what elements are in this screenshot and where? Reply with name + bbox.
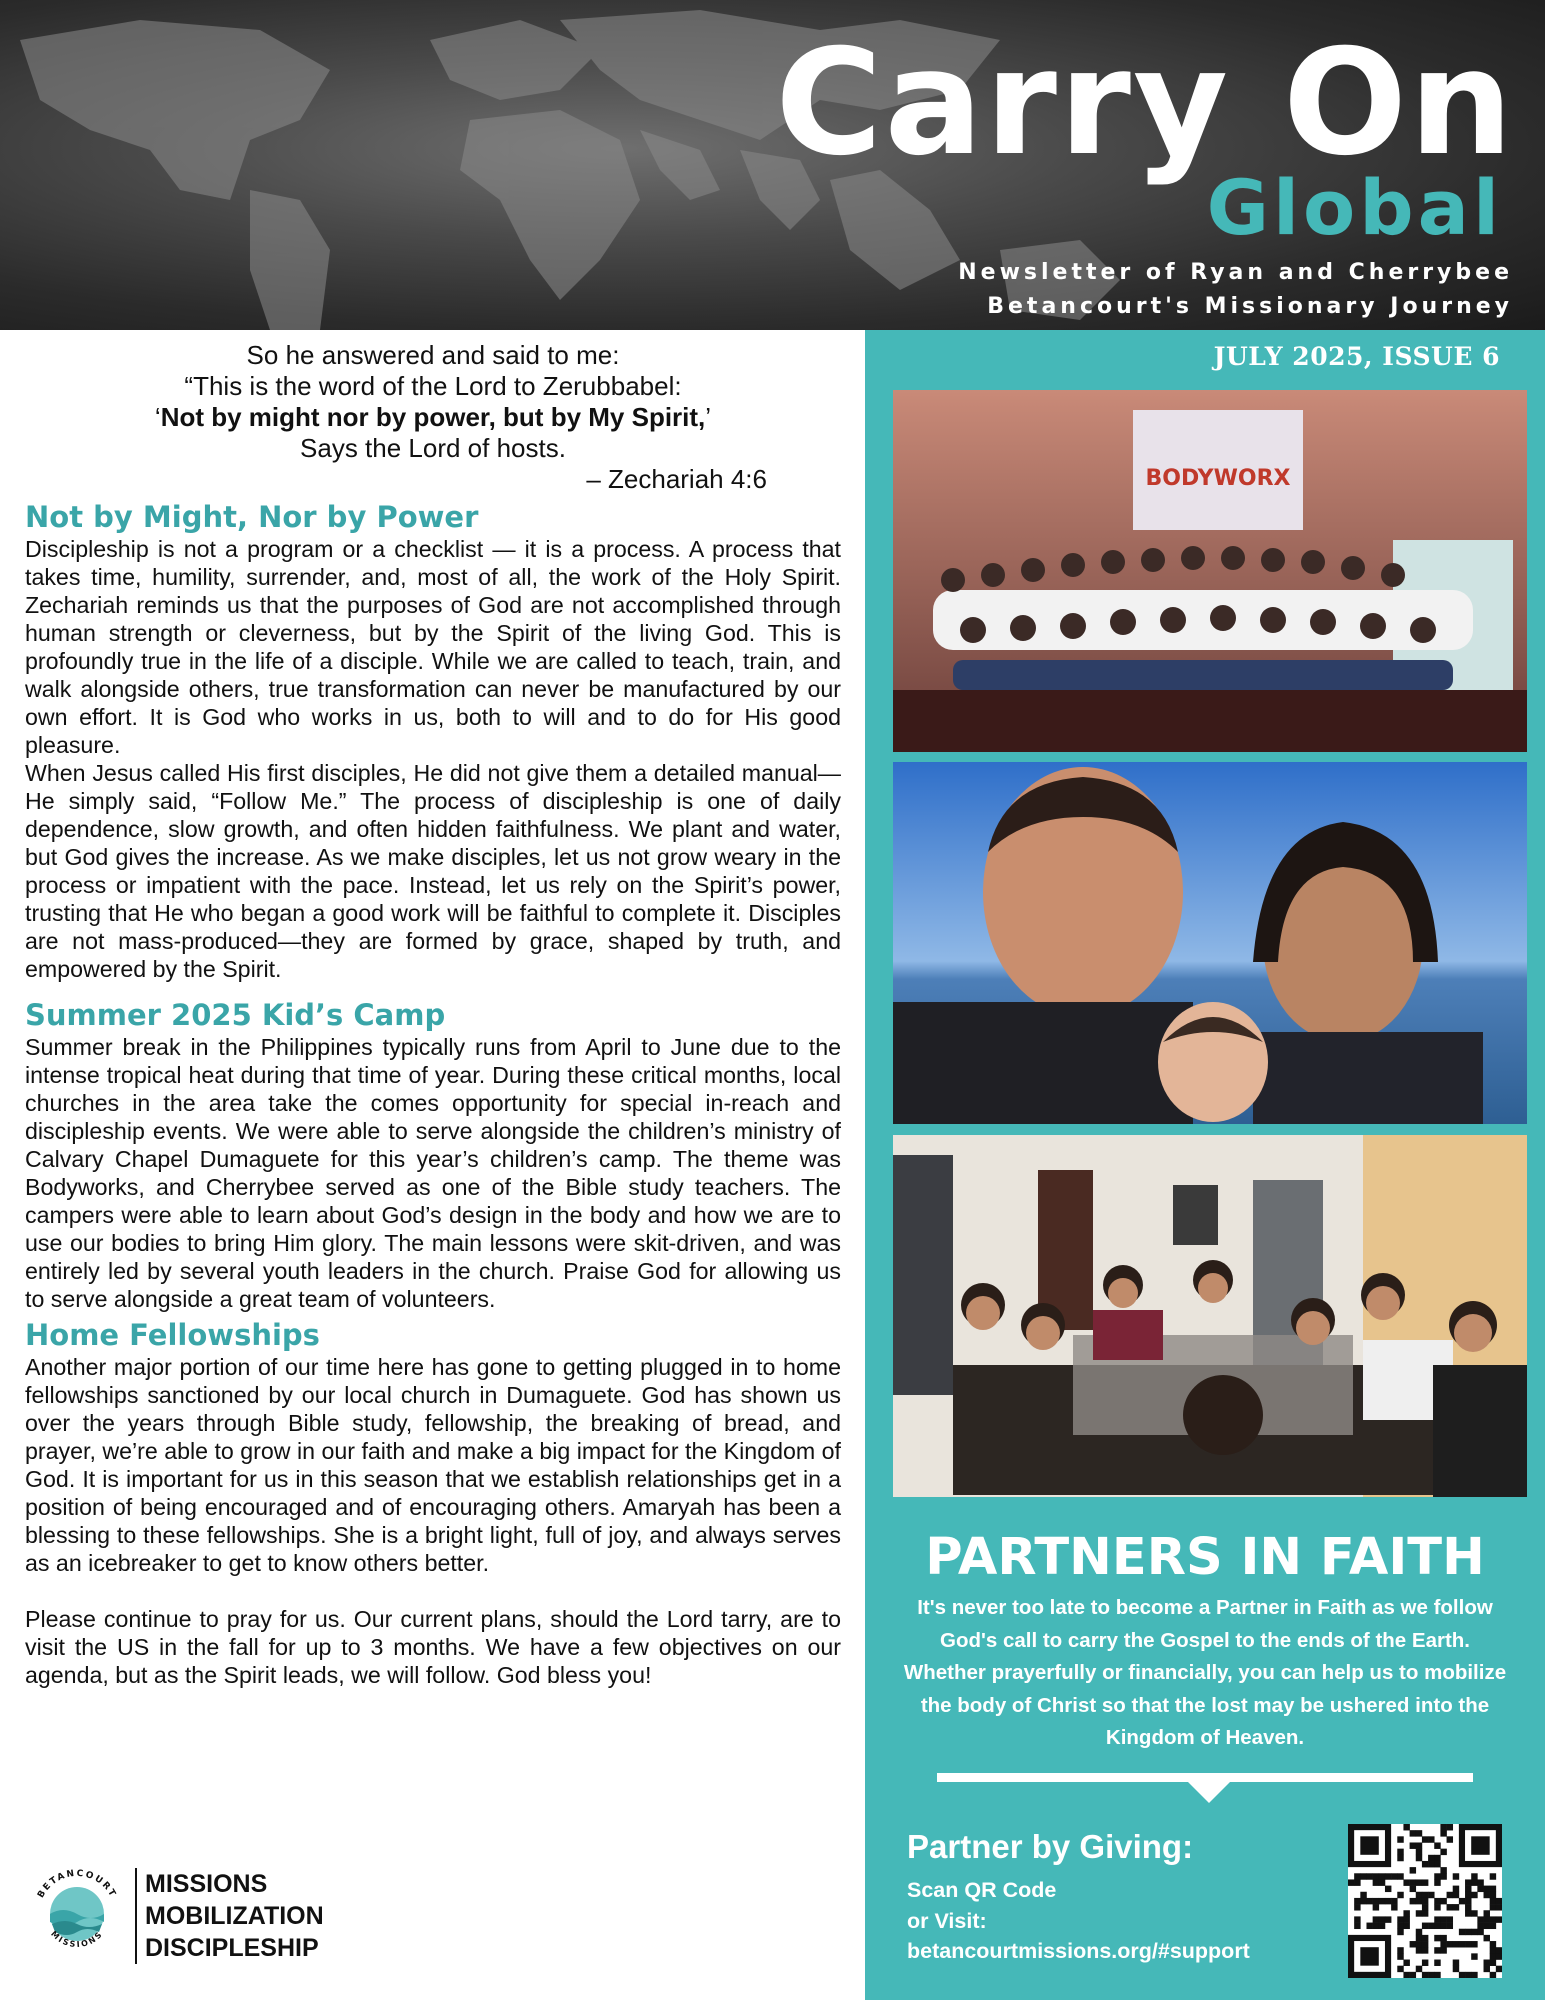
masthead [0, 0, 1545, 330]
verse-line-1: So he answered and said to me: [246, 340, 620, 370]
logo-wordmark [135, 1868, 324, 1964]
giving-url-link[interactable]: betancourtmissions.org/#support [907, 1939, 1250, 1963]
section-paragraph: When Jesus called His first disciples, He did not give them a detailed manual—He simply said, “Follow Me.” The process of discipleship is one of daily dependence, slow growth, and often hidden faithfulness. We plant and water, but God gives the increase. As we make disciples, let us not grow weary in the process or impatient with the pace. Instead, let us rely on the Spirit’s power, trusting that He who began a good work will be faithful to complete it. Disciples are not mass-produced—they are formed by grace, shaped by truth, and empowered by the Spirit. [25, 760, 841, 982]
photo-banner-text: BODYWORX [1145, 466, 1291, 491]
logo-word-missions: MISSIONS [145, 1870, 268, 1898]
verse-emphasis: Not by might nor by power, but by My Spirit, [160, 402, 706, 432]
section-kids-camp [25, 997, 841, 1313]
verse-quote-close: ’ [705, 402, 712, 432]
seal-top-text: BETANCOURT [36, 1868, 118, 1900]
group-photo-image [893, 390, 1527, 752]
giving-heading: Partner by Giving: [907, 1828, 1194, 1865]
tagline-line-2: Betancourt's Missionary Journey [987, 294, 1513, 319]
section-home-fellowships [25, 1317, 841, 1689]
qr-code-graphic [1348, 1824, 1502, 1978]
article-column [25, 340, 841, 1689]
tagline-line-1: Newsletter of Ryan and Cherrybee [958, 260, 1513, 285]
scripture-quote [25, 340, 841, 495]
newsletter-subtitle: Global [1206, 163, 1503, 252]
family-selfie-photo [893, 762, 1527, 1124]
giving-instructions [907, 1875, 1250, 1967]
giving-visit-text: or Visit: [907, 1908, 987, 1933]
section-paragraph: Discipleship is not a program or a checklist — it is a process. A process that takes time, humility, surrender, and, most of all, the work of the Holy Spirit. Zechariah reminds us that the purposes of God are not accomplished through human strength or cleverness, but by the Spirit of the living God. This is profoundly true in the life of a disciple. While we are called to teach, train, and walk alongside others, true transformation can never be manufactured by our own effort. It is God who works in us, both to will and to do for His good pleasure. [25, 536, 841, 758]
closing-paragraph: Please continue to pray for us. Our current plans, should the Lord tarry, are to visit the US in the fall for up to 3 months. We have a few objectives on our agenda, but as the Spirit leads, we will follow. God bless you! [25, 1606, 841, 1688]
qr-code-icon[interactable] [1348, 1824, 1502, 1978]
section-might-power [25, 499, 841, 983]
divider-arrow-icon [1187, 1781, 1231, 1803]
section-heading: Summer 2025 Kid’s Camp [25, 998, 446, 1032]
fellowship-photo-image [893, 1135, 1527, 1497]
verse-line-4: Says the Lord of hosts. [300, 433, 566, 463]
verse-line-3 [25, 402, 841, 433]
section-paragraph: Summer break in the Philippines typically runs from April to June due to the intense tropical heat during that time of year. During these critical months, local churches in the area take the comes opportunity for special in-reach and discipleship events. We were able to serve alongside the children’s ministry of Calvary Chapel Dumaguete for this year’s children’s camp. The theme was Bodyworks, and Cherrybee served as one of the Bible study teachers. The campers were able to learn about God’s design in the body and how we are to use our bodies to bring Him glory. The main lessons were skit-driven, and was entirely led by several youth leaders in the church. Praise God for allowing us to serve alongside a great team of volunteers. [25, 1034, 841, 1312]
seal-bottom-text: MISSIONS [49, 1929, 105, 1950]
verse-quote-open: ‘ [154, 402, 161, 432]
issue-date: JULY 2025, ISSUE 6 [1213, 342, 1500, 371]
family-photo-image [893, 762, 1527, 1124]
logo-word-discipleship: DISCIPLESHIP [145, 1934, 319, 1962]
section-heading: Not by Might, Nor by Power [25, 500, 479, 534]
logo-word-mobilization: MOBILIZATION [145, 1902, 324, 1930]
section-heading: Home Fellowships [25, 1318, 320, 1352]
verse-reference: – Zechariah 4:6 [586, 464, 767, 494]
section-paragraph: Another major portion of our time here has gone to getting plugged in to home fellowships sanctioned by our local church in Dumaguete. God has shown us over the years through Bible study, fellowship, the breaking of bread, and prayer, we’re able to grow in our faith and make a big impact for the Kingdom of God. It is important for us in this season that we establish relationships get in a position of being encouraged and of encouraging others. Amaryah has been a blessing to these fellowships. She is a bright light, full of joy, and always serves as an icebreaker to get to know others better. [25, 1354, 841, 1576]
betancourt-missions-logo [25, 1862, 385, 1972]
home-fellowship-photo [893, 1135, 1527, 1497]
newsletter-title: Carry On [775, 18, 1515, 188]
sidebar-panel [865, 330, 1545, 2000]
logo-seal-icon [25, 1862, 129, 1966]
partners-heading: PARTNERS IN FAITH [925, 1528, 1485, 1587]
newsletter-tagline [958, 256, 1513, 324]
giving-scan-text: Scan QR Code [907, 1878, 1057, 1902]
verse-line-2: “This is the word of the Lord to Zerubbabel: [184, 371, 682, 401]
partners-description: It's never too late to become a Partner in Faith as we follow God's call to carry the Gospel to the ends of the Earth. Whether prayerfully or financially, you can help us to mobilize the body of Christ so that the lost may be ushered into the Kingdom of Heaven. [903, 1596, 1507, 1749]
kids-camp-group-photo [893, 390, 1527, 752]
